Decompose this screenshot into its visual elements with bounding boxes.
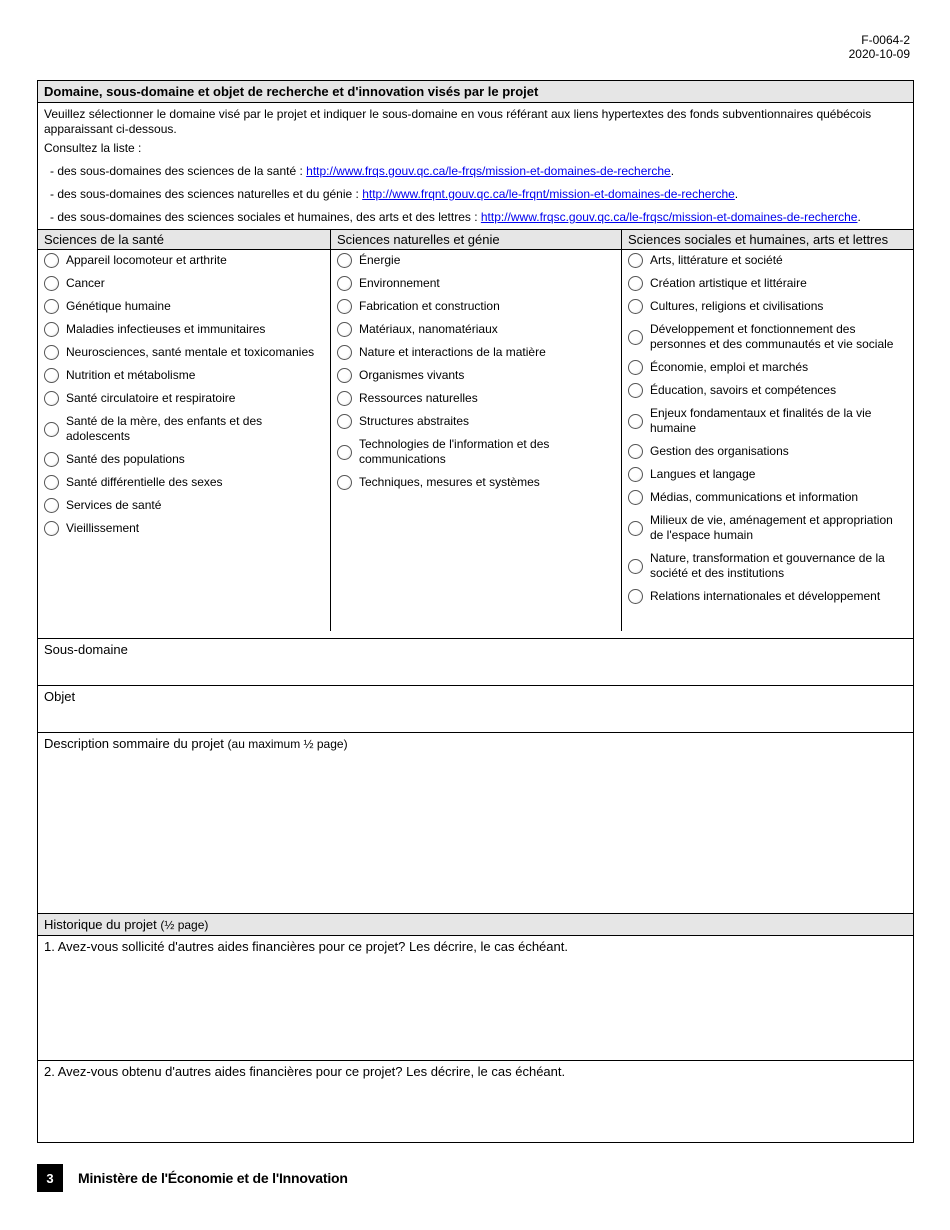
domain-option-label: Neurosciences, santé mentale et toxicomanies: [66, 345, 315, 359]
domain-option-label: Santé différentielle des sexes: [66, 475, 223, 489]
radio-button[interactable]: [337, 322, 352, 337]
domain-option[interactable]: [38, 299, 330, 314]
radio-button[interactable]: [337, 253, 352, 268]
radio-button[interactable]: [44, 391, 59, 406]
domain-option[interactable]: [622, 360, 913, 375]
page-number: 3: [37, 1164, 63, 1192]
link-suffix: .: [670, 164, 675, 178]
options-column-sante: [38, 250, 330, 638]
domain-option-label: Vieillissement: [66, 521, 140, 535]
domain-option[interactable]: [622, 276, 913, 291]
form-code: [849, 33, 910, 61]
domain-option[interactable]: [622, 467, 913, 482]
domain-option-label: Création artistique et littéraire: [650, 276, 807, 290]
domain-option-label: Maladies infectieuses et immunitaires: [66, 322, 266, 336]
consult-text: Consultez la liste :: [44, 141, 142, 155]
domain-options: [38, 250, 913, 639]
domain-option[interactable]: [331, 322, 621, 337]
domain-option[interactable]: [38, 414, 330, 444]
form-frame: [37, 80, 914, 1143]
objet-field[interactable]: [38, 686, 913, 733]
domain-option-label: Énergie: [359, 253, 401, 267]
radio-button[interactable]: [337, 391, 352, 406]
objet-label: Objet: [44, 689, 76, 704]
page-footer: [37, 1164, 348, 1192]
domain-option[interactable]: [38, 452, 330, 467]
options-column-naturelles: [330, 250, 621, 631]
form-number: F-0064-2: [861, 33, 910, 47]
section-title: Domaine, sous-domaine et objet de recherche et d'innovation visés par le projet: [38, 81, 913, 103]
domain-option-label: Matériaux, nanomatériaux: [359, 322, 498, 336]
domain-option-label: Développement et fonctionnement des personnes et des communautés et vie sociale: [650, 322, 894, 351]
radio-button[interactable]: [628, 589, 643, 604]
link-suffix: .: [857, 210, 861, 224]
form-date: 2020-10-09: [848, 47, 910, 61]
domain-option[interactable]: [622, 444, 913, 459]
domain-option[interactable]: [38, 253, 330, 268]
link-frqnt[interactable]: http://www.frqnt.gouv.qc.ca/le-frqnt/mission-et-domaines-de-recherche: [362, 187, 735, 201]
question-2-label: 2. Avez-vous obtenu d'autres aides financières pour ce projet? Les décrire, le cas échéant.: [44, 1064, 566, 1079]
domain-option-label: Enjeux fondamentaux et finalités de la vie humaine: [650, 406, 872, 435]
domain-option[interactable]: [331, 475, 621, 490]
domain-option-label: Nature et interactions de la matière: [359, 345, 546, 359]
domain-option-label: Gestion des organisations: [650, 444, 789, 458]
historique-title: Historique du projet: [44, 917, 157, 932]
radio-button[interactable]: [628, 490, 643, 505]
domain-option[interactable]: [622, 322, 913, 352]
domain-option-label: Fabrication et construction: [359, 299, 500, 313]
domain-option[interactable]: [622, 253, 913, 268]
radio-button[interactable]: [628, 467, 643, 482]
radio-button[interactable]: [337, 299, 352, 314]
radio-button[interactable]: [628, 559, 643, 574]
radio-button[interactable]: [337, 368, 352, 383]
sous-domaine-field[interactable]: [38, 639, 913, 686]
domain-option[interactable]: [622, 406, 913, 436]
intro-block: [38, 103, 913, 230]
options-column-sociales: [621, 250, 913, 631]
question-1-label: 1. Avez-vous sollicité d'autres aides financières pour ce projet? Les décrire, le cas échéant.: [44, 939, 568, 954]
radio-button[interactable]: [44, 253, 59, 268]
domain-option-label: Santé de la mère, des enfants et des adolescents: [66, 414, 263, 443]
domain-option[interactable]: [331, 276, 621, 291]
domain-option[interactable]: [331, 391, 621, 406]
domain-option-label: Nutrition et métabolisme: [66, 368, 196, 382]
domain-option-label: Appareil locomoteur et arthrite: [66, 253, 227, 267]
domain-option-label: Génétique humaine: [66, 299, 171, 313]
domain-option-label: Cultures, religions et civilisations: [650, 299, 824, 313]
radio-button[interactable]: [337, 414, 352, 429]
radio-button[interactable]: [337, 445, 352, 460]
domain-option[interactable]: [38, 498, 330, 513]
radio-button[interactable]: [337, 276, 352, 291]
domain-option-label: Arts, littérature et société: [650, 253, 783, 267]
domain-option-label: Organismes vivants: [359, 368, 465, 382]
domain-option-label: Relations internationales et développement: [650, 589, 881, 603]
historique-note: (½ page): [160, 918, 209, 932]
domain-option-label: Ressources naturelles: [359, 391, 478, 405]
domain-option[interactable]: [622, 383, 913, 398]
radio-button[interactable]: [628, 360, 643, 375]
domain-option[interactable]: [622, 513, 913, 543]
link-frqs[interactable]: http://www.frqs.gouv.qc.ca/le-frqs/mission-et-domaines-de-recherche: [306, 164, 671, 178]
link-line-sociales: [44, 210, 907, 225]
intro-text: Veuillez sélectionner le domaine visé par le projet et indiquer le sous-domaine en vous référant aux liens hypertextes des fonds subventionnaires québécois apparaissant ci-dessous.: [44, 107, 872, 136]
domain-option[interactable]: [331, 345, 621, 360]
domain-option[interactable]: [38, 521, 330, 536]
domain-option-label: Éducation, savoirs et compétences: [650, 383, 837, 397]
radio-button[interactable]: [628, 330, 643, 345]
domain-option[interactable]: [38, 322, 330, 337]
domain-option-label: Technologies de l'information et des communications: [359, 437, 550, 466]
radio-button[interactable]: [44, 498, 59, 513]
domain-option[interactable]: [622, 299, 913, 314]
radio-button[interactable]: [44, 299, 59, 314]
radio-button[interactable]: [44, 475, 59, 490]
radio-button[interactable]: [628, 276, 643, 291]
radio-button[interactable]: [44, 345, 59, 360]
domain-option-label: Milieux de vie, aménagement et appropriation de l'espace humain: [650, 513, 893, 542]
radio-button[interactable]: [628, 253, 643, 268]
domain-option[interactable]: [38, 368, 330, 383]
description-note: (au maximum ½ page): [227, 737, 348, 751]
domain-option-label: Environnement: [359, 276, 440, 290]
domain-option[interactable]: [622, 551, 913, 581]
domain-option[interactable]: [38, 391, 330, 406]
domain-column-headers: [38, 230, 913, 250]
radio-button[interactable]: [44, 452, 59, 467]
domain-option[interactable]: [331, 253, 621, 268]
domain-option-label: Médias, communications et information: [650, 490, 859, 504]
ministry-name: Ministère de l'Économie et de l'Innovation: [78, 1170, 348, 1186]
column-header-naturelles: Sciences naturelles et génie: [330, 230, 621, 249]
radio-button[interactable]: [628, 444, 643, 459]
radio-button[interactable]: [337, 345, 352, 360]
link-line-sante: [44, 164, 907, 179]
link-prefix: - des sous-domaines des sciences sociales et humaines, des arts et des lettres :: [50, 210, 481, 224]
column-header-sociales: Sciences sociales et humaines, arts et lettres: [621, 230, 913, 249]
domain-option[interactable]: [331, 368, 621, 383]
description-label: Description sommaire du projet: [44, 736, 224, 751]
historique-header: [38, 914, 913, 936]
domain-option[interactable]: [331, 414, 621, 429]
question-2-field[interactable]: [38, 1061, 913, 1082]
description-field[interactable]: [38, 733, 913, 914]
domain-option[interactable]: [38, 276, 330, 291]
radio-button[interactable]: [628, 383, 643, 398]
link-suffix: .: [734, 187, 739, 201]
radio-button[interactable]: [44, 322, 59, 337]
domain-option-label: Cancer: [66, 276, 105, 290]
radio-button[interactable]: [44, 368, 59, 383]
column-header-sante: Sciences de la santé: [38, 230, 330, 249]
link-prefix: - des sous-domaines des sciences naturelles et du génie :: [50, 187, 363, 201]
domain-option-label: Santé des populations: [66, 452, 185, 466]
question-1-field[interactable]: [38, 936, 913, 1061]
domain-option-label: Services de santé: [66, 498, 162, 512]
domain-option[interactable]: [38, 345, 330, 360]
radio-button[interactable]: [628, 521, 643, 536]
domain-option-label: Structures abstraites: [359, 414, 470, 428]
domain-option-label: Nature, transformation et gouvernance de la société et des institutions: [650, 551, 885, 580]
radio-button[interactable]: [44, 521, 59, 536]
domain-option[interactable]: [331, 299, 621, 314]
link-line-naturelles: [44, 187, 907, 202]
radio-button[interactable]: [628, 414, 643, 429]
radio-button[interactable]: [44, 422, 59, 437]
domain-option-label: Économie, emploi et marchés: [650, 360, 809, 374]
domain-option[interactable]: [331, 437, 621, 467]
domain-option[interactable]: [38, 475, 330, 490]
sous-domaine-label: Sous-domaine: [44, 642, 128, 657]
domain-option-label: Langues et langage: [650, 467, 756, 481]
domain-option-label: Santé circulatoire et respiratoire: [66, 391, 236, 405]
link-prefix: - des sous-domaines des sciences de la santé :: [50, 164, 307, 178]
radio-button[interactable]: [628, 299, 643, 314]
domain-option[interactable]: [622, 589, 913, 604]
domain-option-label: Techniques, mesures et systèmes: [359, 475, 540, 489]
domain-option[interactable]: [622, 490, 913, 505]
link-frqsc[interactable]: http://www.frqsc.gouv.qc.ca/le-frqsc/mission-et-domaines-de-recherche: [480, 210, 858, 224]
radio-button[interactable]: [44, 276, 59, 291]
radio-button[interactable]: [337, 475, 352, 490]
